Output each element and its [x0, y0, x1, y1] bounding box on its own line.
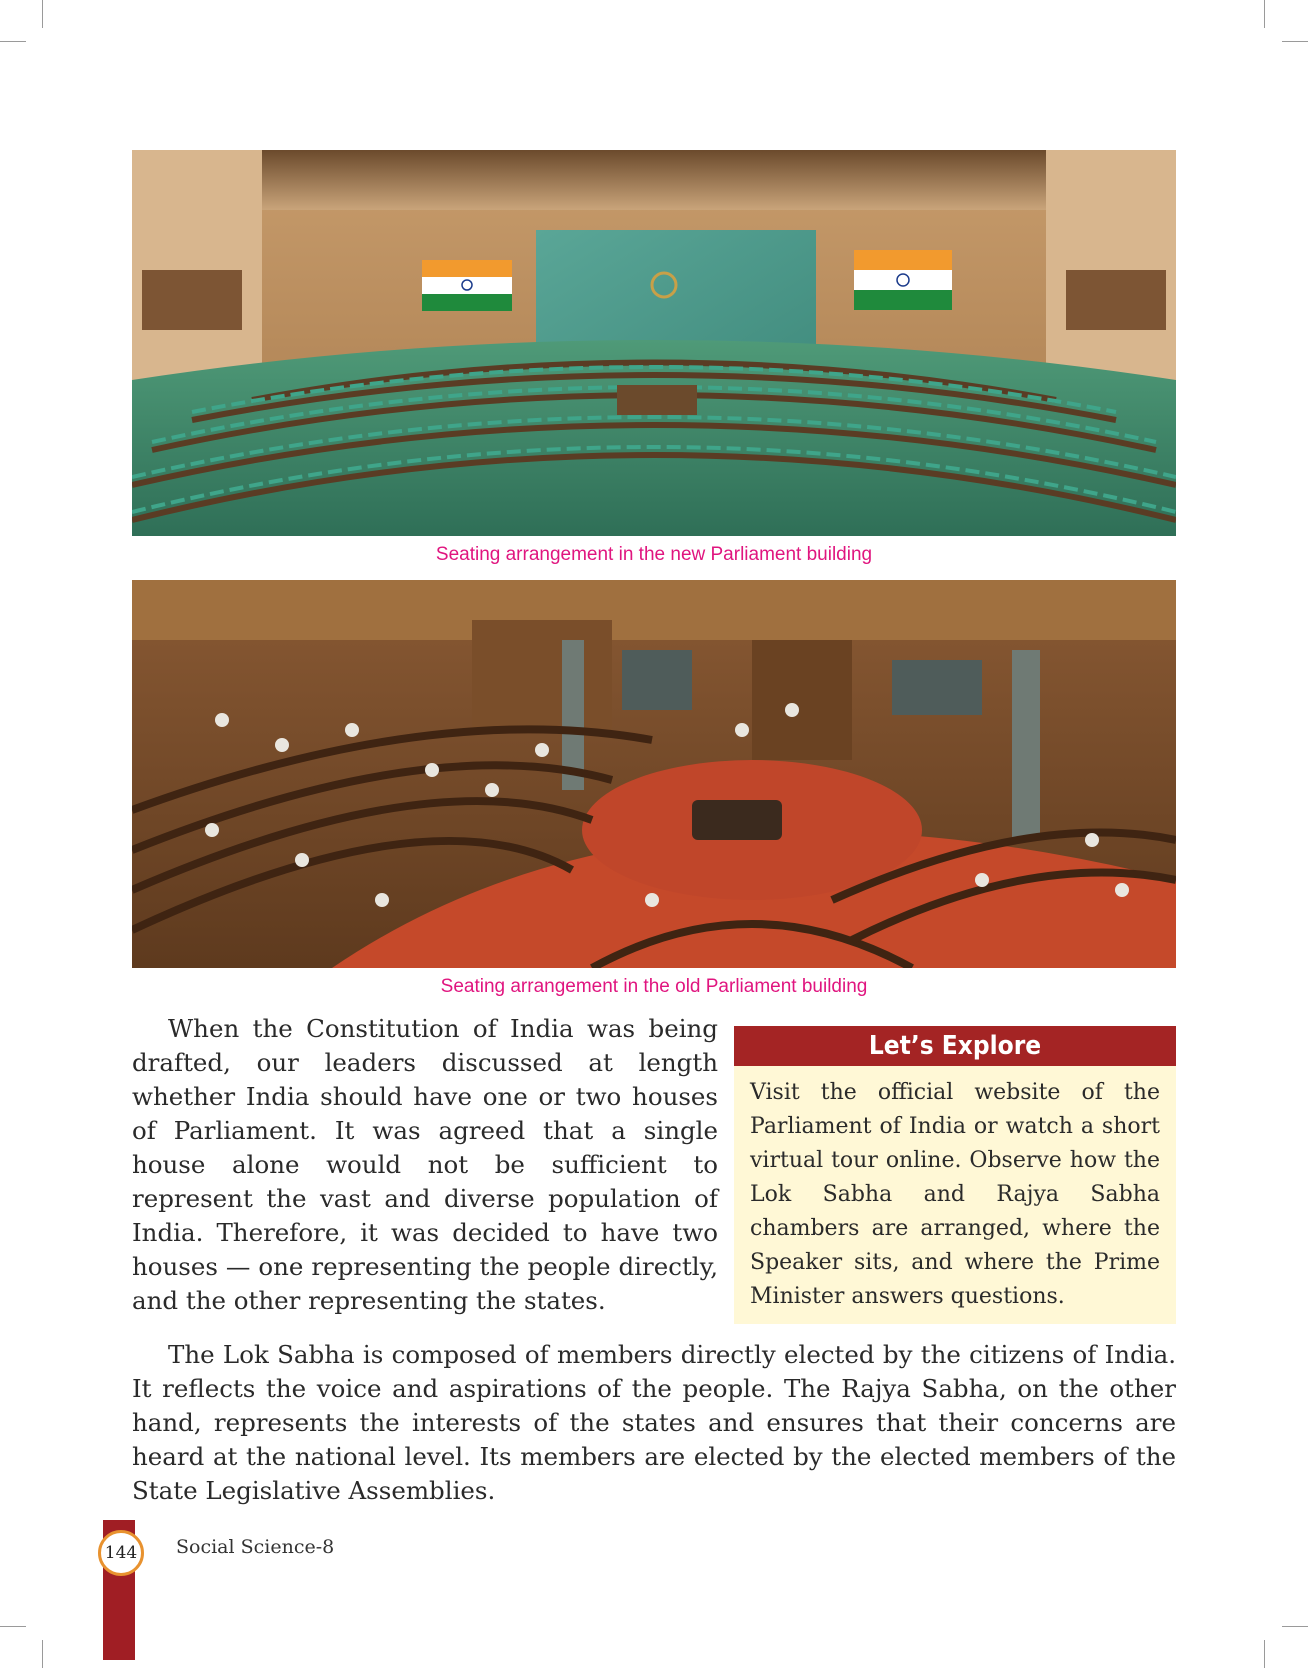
crop-mark: [42, 1640, 43, 1668]
crop-mark: [1264, 1640, 1265, 1668]
crop-mark: [0, 41, 26, 42]
crop-mark: [0, 1626, 26, 1627]
paragraph: The Lok Sabha is composed of members directly elected by the citizens of India. It reflects the voice and aspirations of the people. The Rajya Sabha, on the other hand, represents the interests of the states and ensures that their concerns are heard at the national level. Its members are elected by the elected members of the State Legislative Assemblies.: [132, 1340, 1176, 1505]
image-caption: Seating arrangement in the old Parliament building: [440, 976, 868, 997]
lets-explore-text: Visit the official website of the Parliament of India or watch a short virtual tour online. Observe how the Lok Sabha and Rajya Sabha chambers are arranged, where the Speaker sits, and where the Prime Minister answers questions.: [750, 1080, 1160, 1309]
crop-mark: [1264, 0, 1265, 28]
crop-mark: [42, 0, 43, 28]
book-title: Social Science-8: [176, 1536, 335, 1558]
new-parliament-photo: [132, 150, 1176, 536]
crop-mark: [1282, 1626, 1308, 1627]
crop-mark: [1282, 41, 1308, 42]
lets-explore-box: [734, 1026, 1176, 1324]
lets-explore-title: Let’s Explore: [734, 1026, 1176, 1066]
page-number: 144: [98, 1530, 144, 1576]
paragraph: When the Constitution of India was being drafted, our leaders discussed at length whether India should have one or two houses of Parliament. It was agreed that a single house alone would not be sufficient to represent the vast and diverse population of India. Therefore, it was decided to have two houses — one representing the people directly, and the other representing the states.: [132, 1014, 718, 1315]
image-caption: Seating arrangement in the new Parliament building: [435, 544, 873, 565]
old-parliament-photo: [132, 580, 1176, 968]
